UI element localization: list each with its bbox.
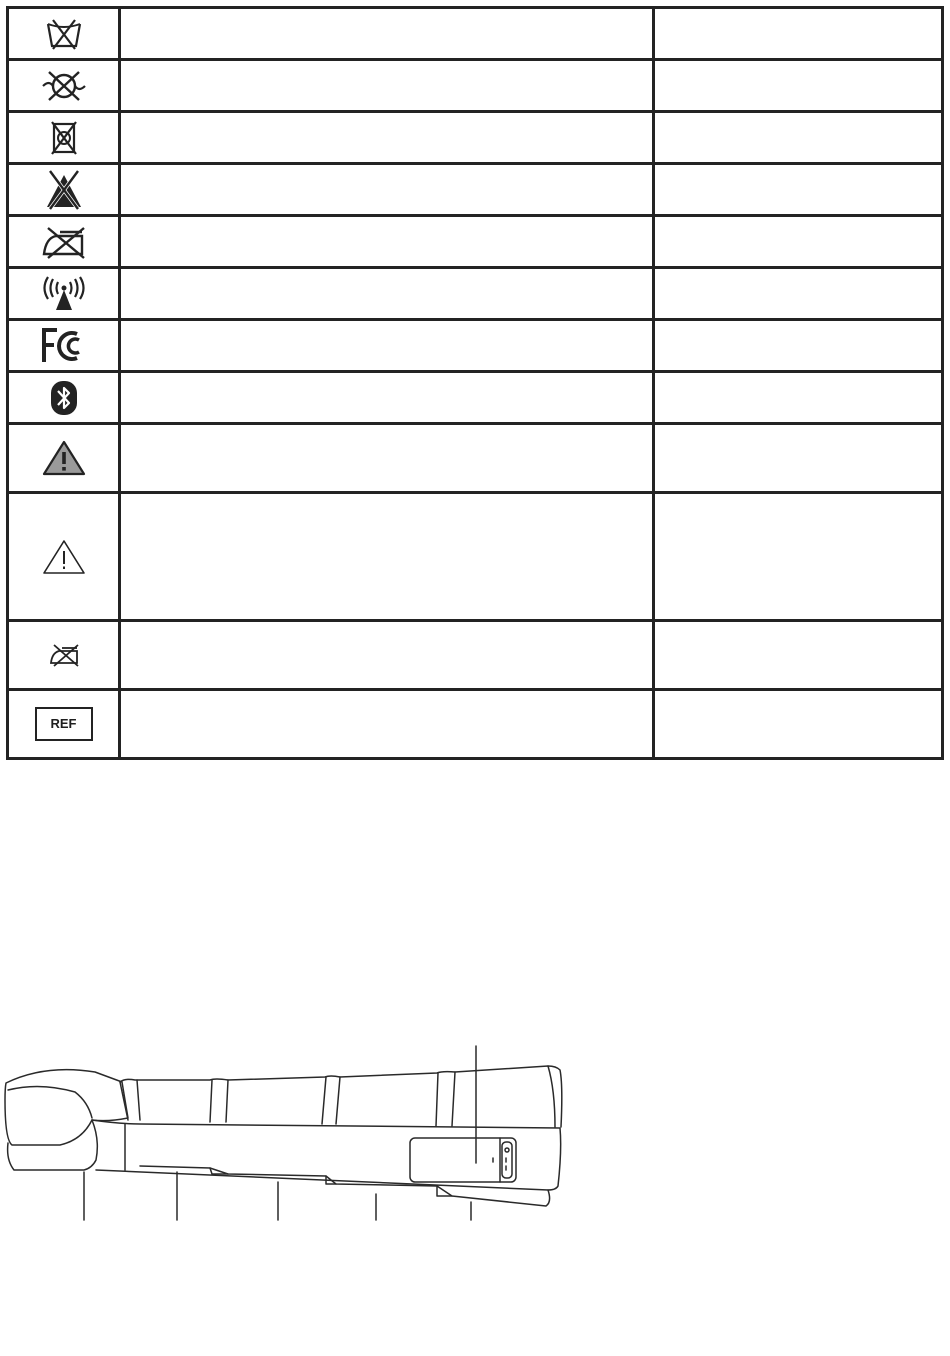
symbol-cell bbox=[8, 690, 120, 759]
do-not-iron-icon bbox=[40, 224, 88, 260]
symbol-cell bbox=[8, 372, 120, 424]
symbol-cell bbox=[8, 493, 120, 621]
symbol-reference bbox=[654, 493, 943, 621]
leg-compression-boot-diagram-icon bbox=[0, 1040, 950, 1230]
bluetooth-icon bbox=[50, 380, 78, 416]
symbol-cell bbox=[8, 8, 120, 60]
symbol-reference bbox=[654, 112, 943, 164]
symbol-description bbox=[120, 621, 654, 690]
symbol-description bbox=[120, 424, 654, 493]
table-row bbox=[8, 320, 943, 372]
do-not-tumble-dry-icon bbox=[44, 16, 84, 52]
table-row bbox=[8, 621, 943, 690]
symbol-reference bbox=[654, 372, 943, 424]
symbol-reference bbox=[654, 320, 943, 372]
symbol-description bbox=[120, 8, 654, 60]
ref-catalog-icon: REF bbox=[35, 707, 93, 741]
warning-filled-triangle-icon bbox=[42, 439, 86, 477]
symbol-description bbox=[120, 60, 654, 112]
symbol-description bbox=[120, 164, 654, 216]
symbol-cell bbox=[8, 621, 120, 690]
symbol-reference bbox=[654, 60, 943, 112]
symbol-reference bbox=[654, 424, 943, 493]
symbol-table bbox=[6, 6, 944, 760]
symbol-reference bbox=[654, 690, 943, 759]
table-row bbox=[8, 164, 943, 216]
symbol-cell bbox=[8, 268, 120, 320]
table-row bbox=[8, 424, 943, 493]
symbol-description bbox=[120, 268, 654, 320]
non-ionizing-radiation-icon bbox=[42, 276, 86, 312]
symbol-reference bbox=[654, 164, 943, 216]
table-row bbox=[8, 372, 943, 424]
table-row bbox=[8, 216, 943, 268]
symbol-cell bbox=[8, 112, 120, 164]
symbol-description bbox=[120, 216, 654, 268]
table-row bbox=[8, 268, 943, 320]
symbol-cell bbox=[8, 320, 120, 372]
symbol-description bbox=[120, 372, 654, 424]
table-row bbox=[8, 112, 943, 164]
symbol-cell bbox=[8, 60, 120, 112]
do-not-bleach-icon bbox=[44, 169, 84, 211]
table-row bbox=[8, 60, 943, 112]
symbol-cell bbox=[8, 216, 120, 268]
symbol-description bbox=[120, 112, 654, 164]
do-not-dry-clean-icon bbox=[49, 120, 79, 156]
symbol-reference bbox=[654, 268, 943, 320]
symbol-reference bbox=[654, 216, 943, 268]
table-row bbox=[8, 690, 943, 759]
symbol-reference bbox=[654, 621, 943, 690]
fcc-logo-icon bbox=[41, 328, 87, 364]
symbol-description bbox=[120, 320, 654, 372]
symbol-reference bbox=[654, 8, 943, 60]
symbol-cell bbox=[8, 424, 120, 493]
do-not-iron-small-icon bbox=[48, 642, 80, 668]
symbol-description bbox=[120, 493, 654, 621]
table-row bbox=[8, 8, 943, 60]
table-row bbox=[8, 493, 943, 621]
caution-triangle-icon bbox=[42, 538, 86, 576]
do-not-wring-icon bbox=[41, 68, 87, 104]
symbol-cell bbox=[8, 164, 120, 216]
symbol-description bbox=[120, 690, 654, 759]
